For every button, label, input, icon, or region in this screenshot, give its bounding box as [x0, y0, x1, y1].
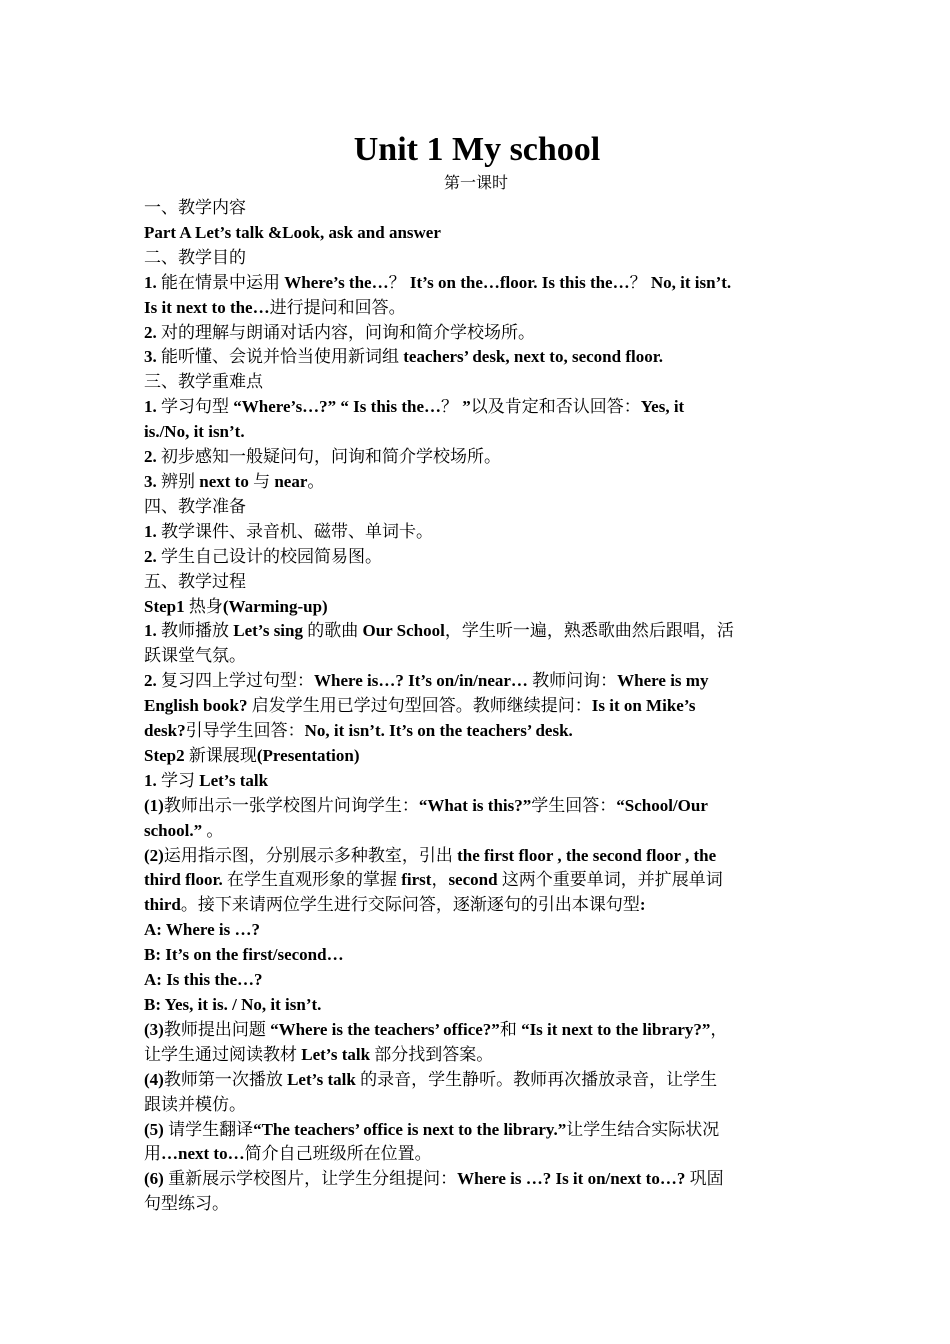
- text-segment: 1.: [144, 770, 157, 790]
- text-segment: 用: [144, 1144, 161, 1164]
- text-segment: 1.: [144, 272, 157, 292]
- text-segment: 巩固: [685, 1169, 724, 1189]
- text-segment: desk?: [144, 721, 186, 741]
- text-segment: 3.: [144, 471, 157, 491]
- text-segment: “Where is the teachers’ office?”: [270, 1019, 500, 1039]
- text-segment: 2.: [144, 671, 157, 691]
- text-segment: ，: [431, 870, 449, 890]
- text-segment: (1): [144, 795, 164, 815]
- text-segment: 跟读并模仿。: [144, 1094, 246, 1114]
- text-line: [144, 794, 808, 819]
- text-segment: 对的理解与朗诵对话内容，问询和简介学校场所。: [156, 322, 535, 342]
- text-line: [144, 669, 808, 694]
- text-segment: 辨别: [156, 471, 200, 491]
- text-segment: 学生回答：: [531, 795, 617, 815]
- text-segment: Is it on Mike’s: [591, 696, 696, 716]
- text-segment: 以及肯定和否认回答：: [470, 397, 641, 417]
- text-segment: 引导学生回答：: [185, 721, 305, 741]
- text-line: [144, 619, 808, 644]
- text-segment: the first floor , the second floor , the: [457, 845, 717, 865]
- text-segment: (2): [144, 845, 164, 865]
- text-segment: (5): [144, 1119, 164, 1139]
- text-line: [144, 395, 808, 420]
- text-line: [144, 445, 808, 470]
- text-line: [144, 1142, 808, 1167]
- text-segment: Let’s talk: [287, 1069, 356, 1089]
- text-line: [144, 993, 808, 1018]
- text-segment: 。接下来请两位学生进行交际问答，逐渐逐句的引出本课句型: [180, 895, 640, 915]
- text-segment: 教师问询：: [527, 671, 618, 691]
- text-segment: 教师播放: [156, 621, 234, 641]
- text-segment: 3.: [144, 347, 157, 367]
- text-segment: “What is this?”: [418, 795, 532, 815]
- text-segment: 学习句型: [156, 397, 234, 417]
- text-segment: 的歌曲: [303, 621, 363, 641]
- text-line: [144, 345, 808, 370]
- text-line: [144, 470, 808, 495]
- text-segment: 让学生结合实际状况: [566, 1119, 720, 1139]
- text-segment: (Warming-up): [222, 596, 328, 616]
- text-segment: 学习: [156, 770, 200, 790]
- document-body: [144, 196, 808, 1217]
- text-segment: 1.: [144, 521, 157, 541]
- text-line: [144, 744, 808, 769]
- text-segment: 句型练习。: [144, 1194, 229, 1214]
- text-line: [144, 595, 808, 620]
- text-segment: first: [401, 870, 432, 890]
- text-segment: 五、教学过程: [144, 571, 246, 591]
- text-segment: English book?: [144, 696, 248, 716]
- text-segment: (Presentation): [256, 745, 360, 765]
- text-line: [144, 968, 808, 993]
- text-line: [144, 570, 808, 595]
- text-segment: (6): [144, 1169, 164, 1189]
- text-segment: Let’s sing: [233, 621, 303, 641]
- text-segment: 教学课件、录音机、磁带、单词卡。: [156, 521, 433, 541]
- text-line: [144, 495, 808, 520]
- text-segment: near: [274, 471, 308, 491]
- text-segment: ？: [388, 272, 410, 292]
- text-line: [144, 420, 808, 445]
- text-segment: Let’s talk: [301, 1044, 371, 1064]
- text-segment: 请学生翻译: [163, 1119, 254, 1139]
- text-segment: 二、教学目的: [144, 247, 246, 267]
- text-segment: 重新展示学校图片，让学生分组提问：: [163, 1169, 458, 1189]
- text-segment: 启发学生用已学过句型回答。教师继续提问：: [247, 696, 592, 716]
- text-line: [144, 1068, 808, 1093]
- text-segment: Where’s the…: [284, 272, 389, 292]
- text-line: [144, 893, 808, 918]
- text-line: [144, 221, 808, 246]
- text-segment: (4): [144, 1069, 164, 1089]
- text-segment: Let’s talk: [199, 770, 269, 790]
- text-line: [144, 545, 808, 570]
- text-line: [144, 1192, 808, 1217]
- text-segment: It’s on the…floor. Is this the…: [409, 272, 630, 292]
- text-segment: 新课展现: [184, 745, 257, 765]
- text-segment: 1.: [144, 621, 157, 641]
- text-segment: 这两个重要单词，并扩展单词: [497, 870, 723, 890]
- text-segment: 。: [307, 471, 325, 491]
- text-line: [144, 1118, 808, 1143]
- text-line: [144, 819, 808, 844]
- text-line: [144, 769, 808, 794]
- text-segment: school.”: [144, 820, 203, 840]
- text-segment: No, it isn’t.: [650, 272, 732, 292]
- text-segment: 在学生直观形象的掌握: [222, 870, 402, 890]
- text-segment: A: Where is …?: [144, 920, 261, 940]
- text-segment: Our School: [362, 621, 445, 641]
- text-segment: 能在情景中运用: [156, 272, 285, 292]
- text-segment: 复习四上学过句型：: [156, 671, 314, 691]
- text-segment: Is it next to the…: [144, 297, 270, 317]
- text-line: [144, 694, 808, 719]
- text-segment: third floor.: [144, 870, 223, 890]
- text-segment: third: [144, 895, 181, 915]
- text-segment: 跃课堂气氛。: [144, 646, 246, 666]
- text-segment: 运用指示图，分别展示多种教室，引出: [163, 845, 458, 865]
- text-line: [144, 370, 808, 395]
- text-segment: 1.: [144, 397, 157, 417]
- text-segment: ，: [710, 1019, 728, 1039]
- text-line: [144, 271, 808, 296]
- text-segment: “Is it next to the library?”: [521, 1019, 711, 1039]
- text-segment: 初步感知一般疑问句，问询和简介学校场所。: [156, 447, 501, 467]
- text-line: [144, 246, 808, 271]
- text-line: [144, 943, 808, 968]
- text-segment: “School/Our: [616, 795, 708, 815]
- text-segment: 与: [248, 471, 275, 491]
- text-segment: Step1: [144, 596, 185, 616]
- text-segment: 的录音，学生静听。教师再次播放录音，让学生: [355, 1069, 718, 1089]
- text-segment: is./No, it isn’t.: [144, 422, 245, 442]
- text-line: [144, 918, 808, 943]
- text-segment: Where is my: [617, 671, 709, 691]
- text-segment: A: Is this the…?: [144, 970, 263, 990]
- text-segment: 部分找到答案。: [370, 1044, 494, 1064]
- text-segment: 四、教学准备: [144, 496, 246, 516]
- document-page: [144, 128, 808, 1217]
- text-segment: “The teachers’ office is next to the library.”: [253, 1119, 567, 1139]
- text-segment: (3): [144, 1019, 164, 1039]
- text-segment: …next to…: [161, 1144, 245, 1164]
- text-segment: teachers’ desk, next to, second floor.: [403, 347, 663, 367]
- text-segment: B: Yes, it is. / No, it isn’t.: [144, 995, 322, 1014]
- text-line: [144, 296, 808, 321]
- text-segment: Yes, it: [640, 397, 685, 417]
- text-segment: 教师提出问题: [163, 1019, 271, 1039]
- text-segment: B: It’s on the first/second…: [144, 945, 344, 965]
- text-segment: Part A Let’s talk &Look, ask and answer: [144, 222, 441, 242]
- text-segment: ，学生听一遍，熟悉歌曲然后跟唱，活: [444, 621, 734, 641]
- text-line: [144, 321, 808, 346]
- text-segment: Where is …? Is it on/next to…?: [457, 1169, 686, 1189]
- text-segment: Where is…? It’s on/in/near…: [314, 671, 528, 691]
- text-segment: 2.: [144, 447, 157, 467]
- text-segment: 2.: [144, 322, 157, 342]
- text-segment: next to: [199, 471, 249, 491]
- text-segment: 2.: [144, 546, 157, 566]
- text-line: [144, 868, 808, 893]
- text-segment: 热身: [184, 596, 223, 616]
- text-segment: Step2: [144, 745, 185, 765]
- text-segment: second: [448, 870, 498, 890]
- text-segment: 学生自己设计的校园简易图。: [156, 546, 382, 566]
- text-segment: 简介自己班级所在位置。: [244, 1144, 432, 1164]
- text-segment: 。: [202, 820, 224, 840]
- text-line: [144, 719, 808, 744]
- text-segment: 和: [499, 1019, 522, 1039]
- text-segment: 教师第一次播放: [163, 1069, 288, 1089]
- text-line: [144, 844, 808, 869]
- document-title: Unit 1 My school: [353, 131, 601, 168]
- text-line: [144, 1043, 808, 1068]
- text-segment: ”: [458, 397, 471, 417]
- text-line: [144, 196, 808, 221]
- text-segment: 能听懂、会说并恰当使用新词组: [156, 347, 404, 367]
- text-segment: 让学生通过阅读教材: [144, 1044, 302, 1064]
- text-line: [144, 1093, 808, 1118]
- text-segment: :: [639, 895, 646, 915]
- text-segment: 教师出示一张学校图片问询学生：: [163, 795, 419, 815]
- text-segment: 三、教学重难点: [144, 372, 263, 392]
- text-segment: ？: [629, 272, 651, 292]
- text-line: [144, 1167, 808, 1192]
- text-line: [144, 1018, 808, 1043]
- text-segment: 进行提问和回答。: [269, 297, 406, 317]
- text-segment: No, it isn’t. It’s on the teachers’ desk.: [304, 721, 573, 741]
- text-segment: ？: [441, 397, 459, 417]
- text-line: [144, 644, 808, 669]
- text-segment: 一、教学内容: [144, 198, 246, 217]
- document-subtitle: 第一课时: [443, 175, 508, 192]
- text-segment: “Where’s…?” “ Is this the…: [233, 397, 442, 417]
- text-line: [144, 520, 808, 545]
